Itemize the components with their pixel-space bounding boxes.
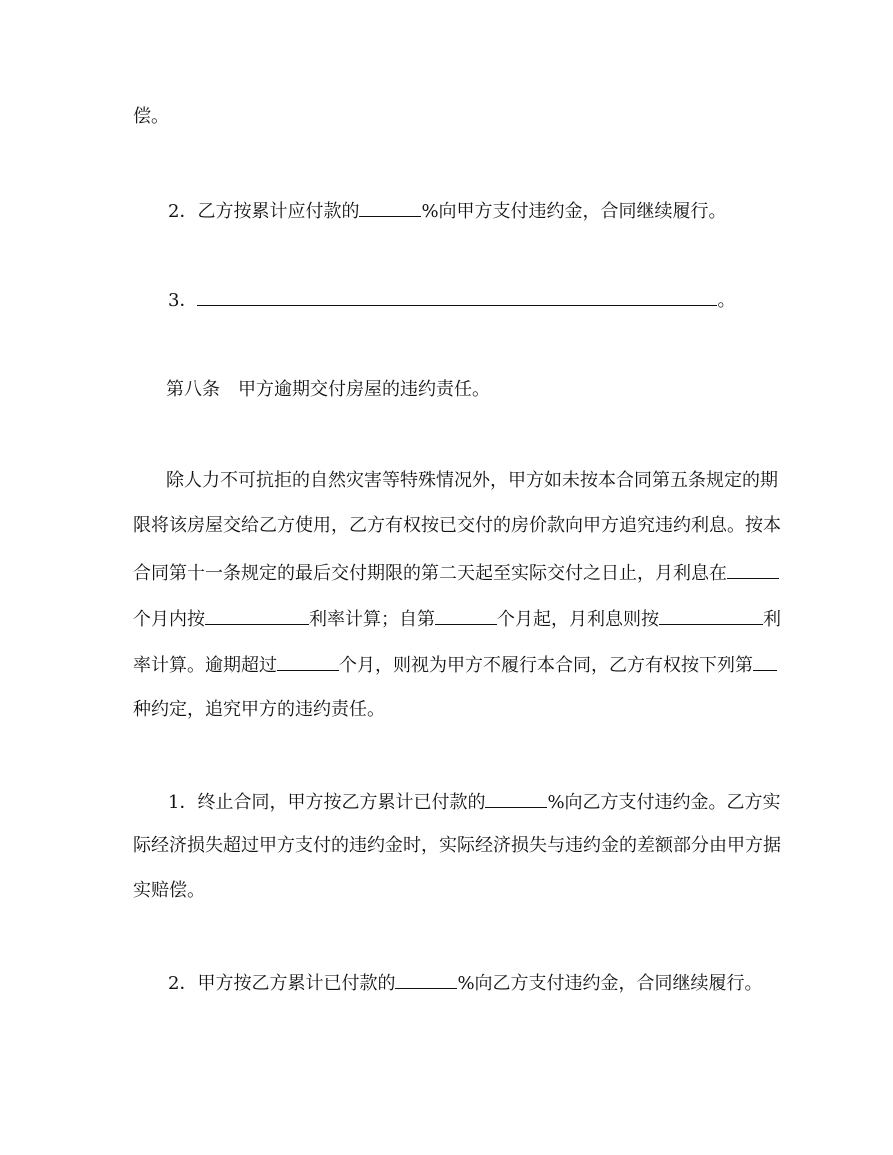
paragraph-line: [133, 514, 781, 538]
option-1-line: [168, 789, 781, 815]
text-fragment: 种约定，追究甲方的违约责任。: [133, 699, 385, 720]
paragraph-line: [133, 652, 777, 678]
fill-blank: [435, 606, 497, 625]
fill-blank: [359, 198, 421, 217]
text-fragment: %向乙方支付违约金。乙方实: [547, 792, 781, 813]
fill-blank: [753, 652, 777, 671]
paragraph-line: [133, 698, 385, 722]
text-fragment: 3．: [168, 290, 198, 311]
text-fragment: 合同第十一条规定的最后交付期限的第二天起至实际交付之日止，月利息在: [133, 563, 727, 584]
paragraph-line: [133, 606, 781, 632]
clause-3-line: [168, 287, 735, 313]
option-2-line: [168, 970, 763, 996]
paragraph-line: [133, 834, 781, 858]
text-fragment: 实赔偿。: [133, 880, 205, 901]
text-fragment: 除人力不可抗拒的自然灾害等特殊情况外，甲方如未按本合同第五条规定的期: [166, 470, 778, 491]
text-fragment: %向甲方支付违约金，合同继续履行。: [421, 201, 727, 222]
paragraph-line: [166, 469, 778, 493]
fill-blank: [727, 560, 779, 579]
clause-2-line: [168, 198, 727, 224]
fill-blank: [395, 970, 457, 989]
text-fragment: 限将该房屋交给乙方使用，乙方有权按已交付的房价款向甲方追究违约利息。按本: [133, 515, 781, 536]
text-fragment: 个月，则视为甲方不履行本合同，乙方有权按下列第: [339, 655, 753, 676]
text-fragment: 2．甲方按乙方累计已付款的: [168, 973, 396, 994]
text-line: [133, 105, 169, 129]
text-fragment: 率计算。逾期超过: [133, 655, 277, 676]
text-fragment: 1．终止合同，甲方按乙方累计已付款的: [168, 792, 486, 813]
text-fragment: %向乙方支付违约金，合同继续履行。: [457, 973, 763, 994]
text-fragment: 2．乙方按累计应付款的: [168, 201, 360, 222]
text-fragment: 利: [763, 609, 781, 630]
article-heading: [166, 378, 490, 402]
text-fragment: 第八条 甲方逾期交付房屋的违约责任。: [166, 379, 490, 400]
paragraph-line: [133, 879, 205, 903]
fill-blank: [277, 652, 339, 671]
paragraph-line: [133, 560, 779, 586]
fill-blank: [659, 606, 763, 625]
text-fragment: 个月内按: [133, 609, 205, 630]
fill-blank: [197, 287, 717, 306]
text-fragment: 个月起，月利息则按: [497, 609, 659, 630]
text-fragment: 利率计算；自第: [309, 609, 435, 630]
fill-blank: [485, 789, 547, 808]
text-fragment: 偿。: [133, 106, 169, 127]
text-fragment: 际经济损失超过甲方支付的违约金时，实际经济损失与违约金的差额部分由甲方据: [133, 835, 781, 856]
fill-blank: [205, 606, 309, 625]
text-fragment: 。: [717, 290, 736, 311]
